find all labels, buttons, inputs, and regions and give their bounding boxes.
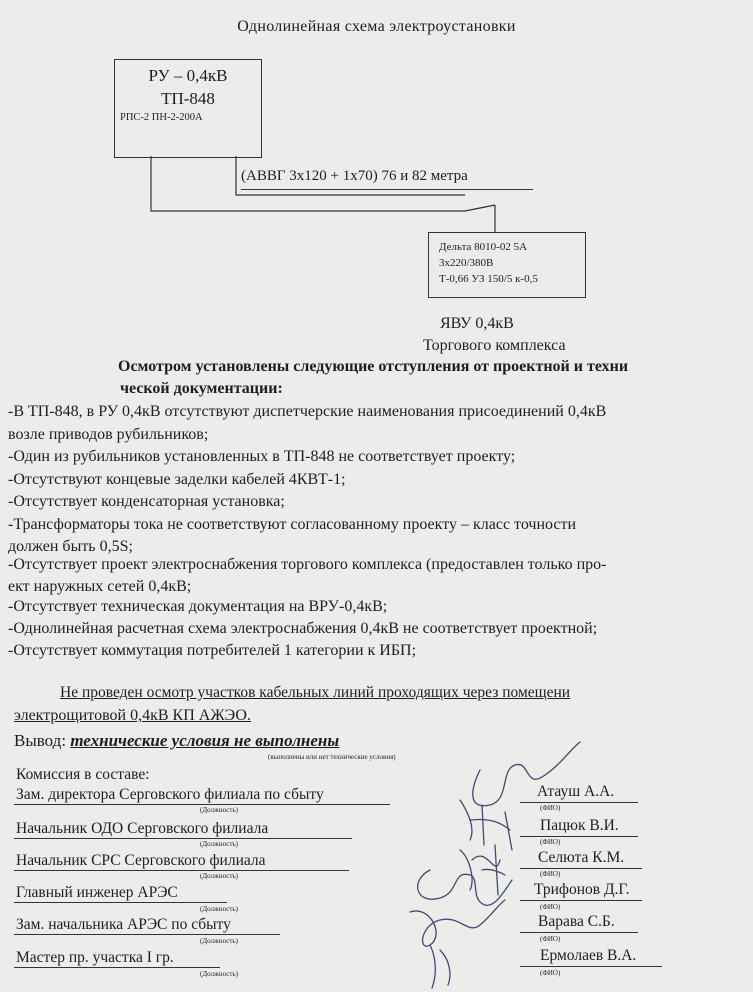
signatory-name: Трифонов Д.Г. [534,881,630,898]
name-hint: (ФИО) [540,969,561,977]
document-title: Однолинейная схема электроустановки [237,18,516,35]
position-hint: (Должность) [200,872,238,880]
signature-1 [473,742,580,806]
signatory-role: Зам. директора Серговского филиала по сбыту [16,786,324,803]
finding-item: возле приводов рубильников; [8,426,209,443]
position-hint: (Должность) [200,806,238,814]
name-hint: (ФИО) [540,838,561,846]
commission-label: Комиссия в составе: [16,766,150,783]
position-hint: (Должность) [200,905,238,913]
signatory-name: Селюта К.М. [538,849,625,866]
position-hint: (Должность) [200,840,238,848]
finding-item: -Отсутствует проект электроснабжения торгового комплекса (предоставлен только про- [8,556,607,573]
finding-item: -В ТП-848, в РУ 0,4кВ отсутствуют диспетчерские наименования присоединений 0,4кВ [8,403,607,420]
note-line-1: Не проведен осмотр участков кабельных линий проходящих через помещени [60,684,571,701]
signature-6 [430,945,450,988]
cable-label-text: (АВВГ 3х120 + 1х70) 76 и 82 метра [241,168,468,184]
finding-item: -Отсутствует коммутация потребителей 1 категории к ИБП; [8,642,417,659]
signature-2 [460,800,512,850]
signatory-role: Зам. начальника АРЭС по сбыту [16,916,231,933]
finding-item: ект наружных сетей 0,4кВ; [8,578,192,595]
signatory-name: Атауш А.А. [537,783,615,800]
name-hint: (ФИО) [540,903,561,911]
meter-line-3: Т-0,66 УЗ 150/5 к-0,5 [439,273,538,285]
finding-item: -Отсутствует конденсаторная установка; [8,493,285,510]
finding-item: -Отсутствуют концевые заделки кабелей 4КВТ-1; [8,471,346,488]
name-hint: (ФИО) [540,804,561,812]
meter-line-1: Дельта 8010-02 5А [439,241,528,253]
finding-item: -Трансформаторы тока не соответствуют согласованному проекту – класс точности [8,516,577,533]
conclusion-label: Вывод: [14,731,67,750]
finding-item: -Однолинейная расчетная схема электроснабжения 0,4кВ не соответствует проектной; [8,620,598,637]
source-line-3: РПС-2 ПН-2-200А [120,112,203,123]
position-hint: (Должность) [200,970,238,978]
signatory-name: Варава С.Б. [538,913,615,930]
source-line-1: РУ – 0,4кВ [148,66,228,85]
source-line-2: ТП-848 [161,89,215,108]
findings-heading-2: ческой документации: [120,380,283,397]
signature-5 [410,900,505,946]
signature-3 [460,845,505,895]
name-hint: (ФИО) [540,870,561,878]
finding-item: -Один из рубильников установленных в ТП-848 не соответствует проекту; [8,448,516,465]
destination-line-2: Торгового комплекса [423,337,566,354]
name-hint: (ФИО) [540,935,561,943]
signatory-role: Начальник ОДО Серговского филиала [16,820,269,837]
findings-heading-1: Осмотром установлены следующие отступления от проектной и техни [118,358,629,375]
signatory-role: Главный инженер АРЭС [16,884,178,901]
destination-line-1: ЯВУ 0,4кВ [440,315,514,332]
finding-item: должен быть 0,5S; [8,538,133,555]
finding-item: -Отсутствует техническая документация на ВРУ-0,4кВ; [8,598,388,615]
meter-line-2: 3х220/380В [439,257,494,269]
signatory-role: Начальник СРС Серговского филиала [16,852,266,869]
signatory-role: Мастер пр. участка I гр. [16,949,174,966]
conclusion-value: технические условия не выполнены [70,731,340,750]
signatory-name: Ермолаев В.А. [540,947,637,964]
note-line-2: электрощитовой 0,4кВ КП АЖЭО. [14,707,251,724]
signatory-name: Пацюк В.И. [540,817,619,834]
position-hint: (Должность) [200,937,238,945]
conclusion-hint: (выполнены или нет технические условия) [268,753,396,761]
